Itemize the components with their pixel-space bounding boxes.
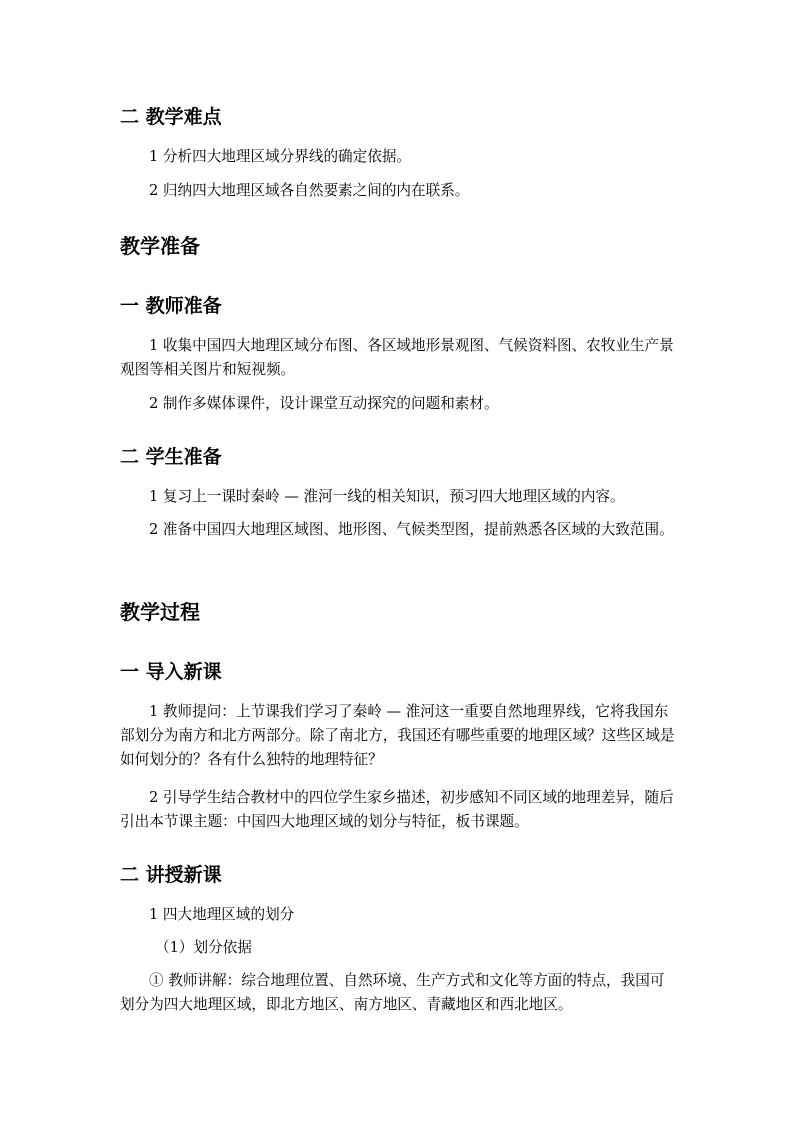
student-prep-item-1: 1 复习上一课时秦岭 — 淮河一线的相关知识，预习四大地理区域的内容。 [149,488,625,505]
intro-item-2: 2 引导学生结合教材中的四位学生家乡描述，初步感知不同区域的地理差异，随后引出本节课主题：中国四大地理区域的划分与特征，板书课题。 [120,789,674,830]
heading-student-preparation: 二 学生准备 [120,446,222,468]
title-teaching-preparation: 教学准备 [120,234,200,258]
difficulty-item-1: 1 分析四大地理区域分界线的确定依据。 [149,148,412,165]
heading-teaching-difficulty: 二 教学难点 [120,106,222,128]
lecture-subheading-basis: （1）划分依据 [155,939,252,956]
title-teaching-process: 教学过程 [120,600,200,624]
difficulty-item-2: 2 归纳四大地理区域各自然要素之间的内在联系。 [149,182,470,199]
intro-item-1: 1 教师提问：上节课我们学习了秦岭 — 淮河这一重要自然地理界线，它将我国东部划分为南方和北方两部分。除了南北方，我国还有哪些重要的地理区域？这些区域是如何划分的？各有什么独特的地理特征？ [120,703,675,768]
lecture-subheading-division: 1 四大地理区域的划分 [149,906,295,923]
student-prep-item-2: 2 准备中国四大地理区域图、地形图、气候类型图，提前熟悉各区域的大致范围。 [149,521,674,538]
heading-teacher-preparation: 一 教师准备 [120,295,222,317]
heading-introduce-new-lesson: 一 导入新课 [120,661,222,683]
teacher-prep-item-2: 2 制作多媒体课件，设计课堂互动探究的问题和素材。 [149,395,499,412]
teacher-prep-item-1: 1 收集中国四大地理区域分布图、各区域地形景观图、气候资料图、农牧业生产景观图等相关图片和短视频。 [120,337,674,378]
lecture-point-1: ① 教师讲解：综合地理位置、自然环境、生产方式和文化等方面的特点，我国可划分为四大地理区域，即北方地区、南方地区、青藏地区和西北地区。 [120,972,665,1013]
heading-lecture-new-lesson: 二 讲授新课 [120,864,222,886]
